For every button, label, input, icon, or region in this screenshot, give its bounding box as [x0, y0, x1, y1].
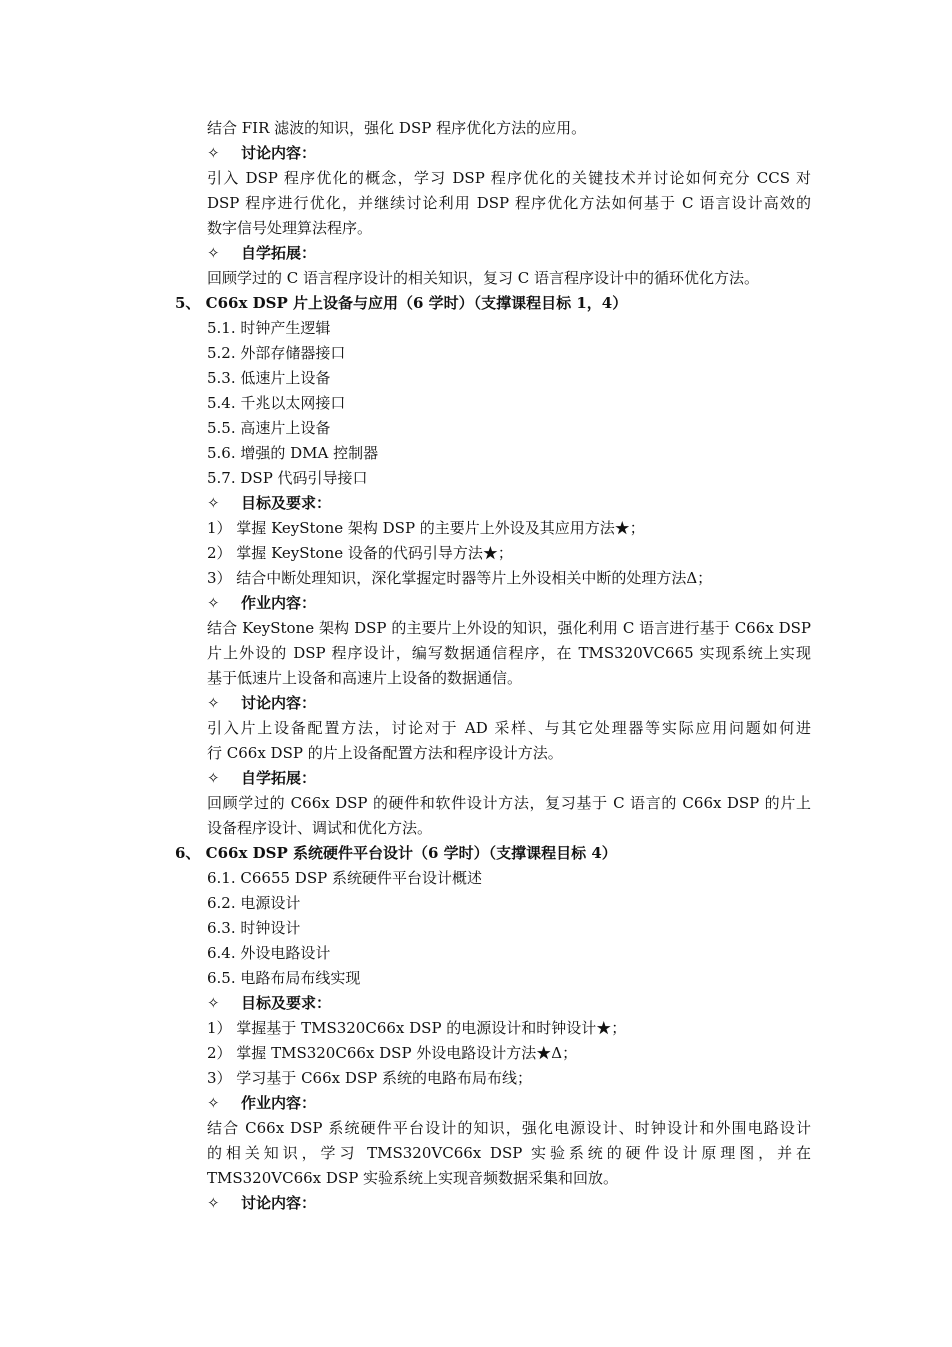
text-line: 数字信号处理算法程序。: [207, 219, 373, 237]
bullet-diamond-icon: ✧: [207, 494, 220, 512]
subheading-label: 作业内容：: [241, 1094, 317, 1112]
justified-text: 片上外设的 DSP 程序设计，编写数据通信程序，在 TMS320VC665 实现系统上实现: [207, 644, 811, 662]
text-line: 2） 掌握 TMS320C66x DSP 外设电路设计方法★Δ；: [207, 1044, 578, 1062]
subheading-43: [0, 1191, 952, 1216]
bullet-diamond-icon: ✧: [207, 244, 220, 262]
justified-text: DSP 程序进行优化，并继续讨论利用 DSP 程序优化方法如何基于 C 语言设计高效的: [207, 194, 811, 212]
text-line: TMS320VC66x DSP 实验系统上实现音频数据采集和回放。: [207, 1169, 619, 1187]
text-line: 5.7. DSP 代码引导接口: [207, 469, 368, 487]
subheading-23: [0, 691, 952, 716]
text-line: 设备程序设计、调试和优化方法。: [207, 819, 433, 837]
text-line: 6.3. 时钟设计: [207, 919, 301, 937]
text-line: 回顾学过的 C 语言程序设计的相关知识，复习 C 语言程序设计中的循环优化方法。: [207, 269, 760, 287]
bullet-diamond-icon: ✧: [207, 144, 220, 162]
text-line: 6.5. 电路布局布线实现: [207, 969, 361, 987]
subheading-19: [0, 591, 952, 616]
justified-text: 回顾学过的 C66x DSP 的硬件和软件设计方法，复习基于 C 语言的 C66x DSP 的片上: [207, 794, 811, 812]
text-line: [0, 191, 952, 216]
text-line: 6.2. 电源设计: [207, 894, 301, 912]
subheading-39: [0, 1091, 952, 1116]
text-line: [0, 716, 952, 741]
justified-text: 引入片上设备配置方法，讨论对于 AD 采样、与其它处理器等实际应用问题如何进: [207, 719, 811, 737]
text-line: 3） 学习基于 C66x DSP 系统的电路布局布线；: [207, 1069, 533, 1087]
text-line: 1） 掌握基于 TMS320C66x DSP 的电源设计和时钟设计★；: [207, 1019, 627, 1037]
text-line: [0, 1141, 952, 1166]
text-line: 6.1. C6655 DSP 系统硬件平台设计概述: [207, 869, 482, 887]
subheading-label: 目标及要求：: [241, 494, 332, 512]
subheading-label: 作业内容：: [241, 594, 317, 612]
subheading-15: [0, 491, 952, 516]
subheading-35: [0, 991, 952, 1016]
text-line: 基于低速片上设备和高速片上设备的数据通信。: [207, 669, 523, 687]
text-line: 1） 掌握 KeyStone 架构 DSP 的主要片上外设及其应用方法★；: [207, 519, 645, 537]
text-line: 5.4. 千兆以太网接口: [207, 394, 346, 412]
text-line: 6.4. 外设电路设计: [207, 944, 331, 962]
text-line: [0, 791, 952, 816]
text-line: 5.2. 外部存储器接口: [207, 344, 346, 362]
text-line: [0, 616, 952, 641]
text-line: [0, 1116, 952, 1141]
subheading-label: 讨论内容：: [241, 144, 317, 162]
text-line: 5.6. 增强的 DMA 控制器: [207, 444, 379, 462]
text-line: 3） 结合中断处理知识，深化掌握定时器等片上外设相关中断的处理方法Δ；: [207, 569, 713, 587]
justified-text: 引入 DSP 程序优化的概念，学习 DSP 程序优化的关键技术并讨论如何充分 CCS 对: [207, 169, 811, 187]
section-heading: 6、 C66x DSP 系统硬件平台设计（6 学时）（支撑课程目标 4）: [175, 844, 617, 862]
justified-text: 结合 C66x DSP 系统硬件平台设计的知识，强化电源设计、时钟设计和外围电路设计: [207, 1119, 811, 1137]
subheading-label: 讨论内容：: [241, 1194, 317, 1212]
bullet-diamond-icon: ✧: [207, 769, 220, 787]
subheading-label: 自学拓展：: [241, 769, 317, 787]
text-line: 5.3. 低速片上设备: [207, 369, 331, 387]
bullet-diamond-icon: ✧: [207, 594, 220, 612]
bullet-diamond-icon: ✧: [207, 1094, 220, 1112]
subheading-label: 讨论内容：: [241, 694, 317, 712]
text-line: 结合 FIR 滤波的知识，强化 DSP 程序优化方法的应用。: [207, 119, 587, 137]
bullet-diamond-icon: ✧: [207, 694, 220, 712]
text-line: 5.1. 时钟产生逻辑: [207, 319, 331, 337]
bullet-diamond-icon: ✧: [207, 994, 220, 1012]
subheading-label: 目标及要求：: [241, 994, 332, 1012]
document-page: [0, 116, 952, 1216]
text-line: [0, 166, 952, 191]
subheading-5: [0, 241, 952, 266]
subheading-label: 自学拓展：: [241, 244, 317, 262]
justified-text: 的相关知识，学习 TMS320VC66x DSP 实验系统的硬件设计原理图，并在: [207, 1144, 811, 1162]
bullet-diamond-icon: ✧: [207, 1194, 220, 1212]
subheading-26: [0, 766, 952, 791]
text-line: 5.5. 高速片上设备: [207, 419, 331, 437]
text-line: [0, 641, 952, 666]
subheading-1: [0, 141, 952, 166]
section-heading: 5、 C66x DSP 片上设备与应用（6 学时）（支撑课程目标 1，4）: [175, 294, 628, 312]
text-line: 行 C66x DSP 的片上设备配置方法和程序设计方法。: [207, 744, 563, 762]
justified-text: 结合 KeyStone 架构 DSP 的主要片上外设的知识，强化利用 C 语言进行基于 C66x DSP: [207, 619, 811, 637]
text-line: 2） 掌握 KeyStone 设备的代码引导方法★；: [207, 544, 513, 562]
